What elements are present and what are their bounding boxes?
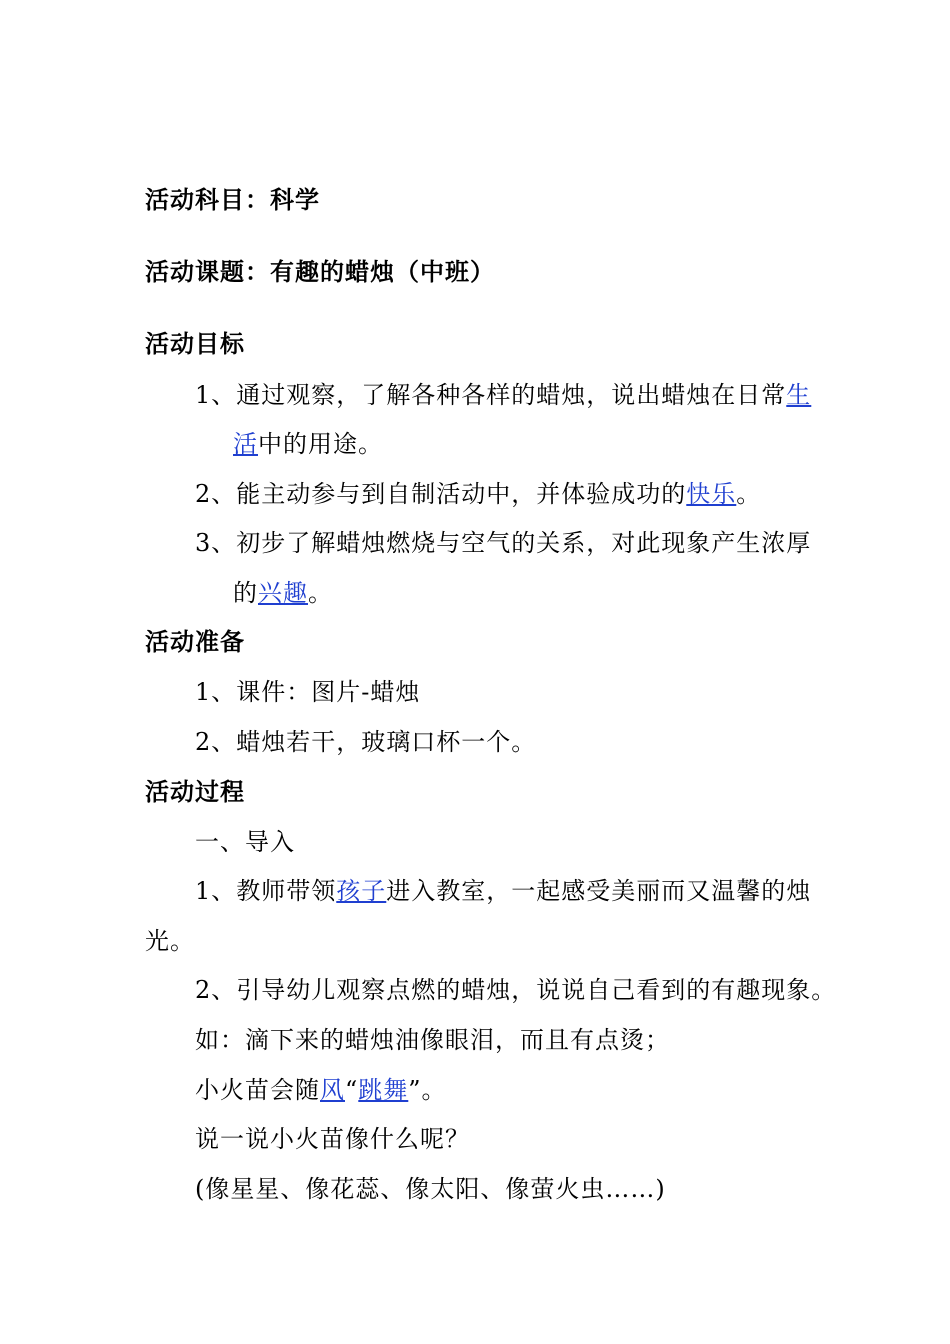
goal-3-text-mid: 的 [233, 579, 258, 607]
goal-item-3 [195, 528, 811, 558]
link-life-part2[interactable]: 活 [233, 430, 258, 458]
goal-item-2 [195, 479, 761, 509]
step-1-text-end: 进入教室，一起感受美丽而又温馨的烛 [386, 877, 812, 905]
link-wind[interactable]: 风 [320, 1076, 345, 1104]
process-step-2: 2、引导幼儿观察点燃的蜡烛，说说自己看到的有趣现象。 [195, 976, 837, 1004]
process-flame-dance [195, 1075, 447, 1105]
goal-1-text: 1、通过观察，了解各种各样的蜡烛，说出蜡烛在日常 [195, 381, 787, 409]
goal-item-1 [195, 380, 811, 410]
process-answers: (像星星、像花蕊、像太阳、像萤火虫……) [195, 1175, 666, 1203]
preparation-heading: 活动准备 [145, 628, 245, 656]
link-children[interactable]: 孩子 [336, 877, 387, 905]
process-step-1 [195, 876, 811, 906]
flame-open-quote: “ [345, 1076, 359, 1104]
goal-2-text: 2、能主动参与到自制活动中，并体验成功的 [195, 480, 687, 508]
goals-heading: 活动目标 [145, 330, 245, 358]
link-happiness[interactable]: 快乐 [686, 480, 737, 508]
preparation-item-1: 1、课件：图片-蜡烛 [195, 678, 421, 706]
process-question: 说一说小火苗像什么呢？ [195, 1125, 470, 1153]
process-step-1-continued: 光。 [145, 927, 195, 955]
preparation-item-2: 2、蜡烛若干，玻璃口杯一个。 [195, 728, 537, 756]
flame-close-quote: ”。 [408, 1076, 447, 1104]
goal-1-text-end: 中的用途。 [258, 430, 383, 458]
flame-text: 小火苗会随 [195, 1076, 320, 1104]
link-life-part1[interactable]: 生 [786, 381, 812, 409]
process-example: 如：滴下来的蜡烛油像眼泪，而且有点烫； [195, 1026, 670, 1054]
process-section-intro: 一、导入 [195, 828, 295, 856]
topic-heading: 活动课题：有趣的蜡烛（中班） [145, 258, 495, 286]
link-dance[interactable]: 跳舞 [358, 1076, 409, 1104]
link-interest[interactable]: 兴趣 [258, 579, 308, 607]
step-1-text: 1、教师带领 [195, 877, 337, 905]
goal-3-text: 3、初步了解蜡烛燃烧与空气的关系，对此现象产生浓厚 [195, 529, 812, 557]
goal-item-3-continued [233, 578, 333, 608]
goal-item-1-continued [233, 429, 383, 459]
process-heading: 活动过程 [145, 778, 245, 806]
goal-3-text-end: 。 [308, 579, 333, 607]
goal-2-text-end: 。 [736, 480, 762, 508]
subject-heading: 活动科目：科学 [145, 186, 320, 214]
